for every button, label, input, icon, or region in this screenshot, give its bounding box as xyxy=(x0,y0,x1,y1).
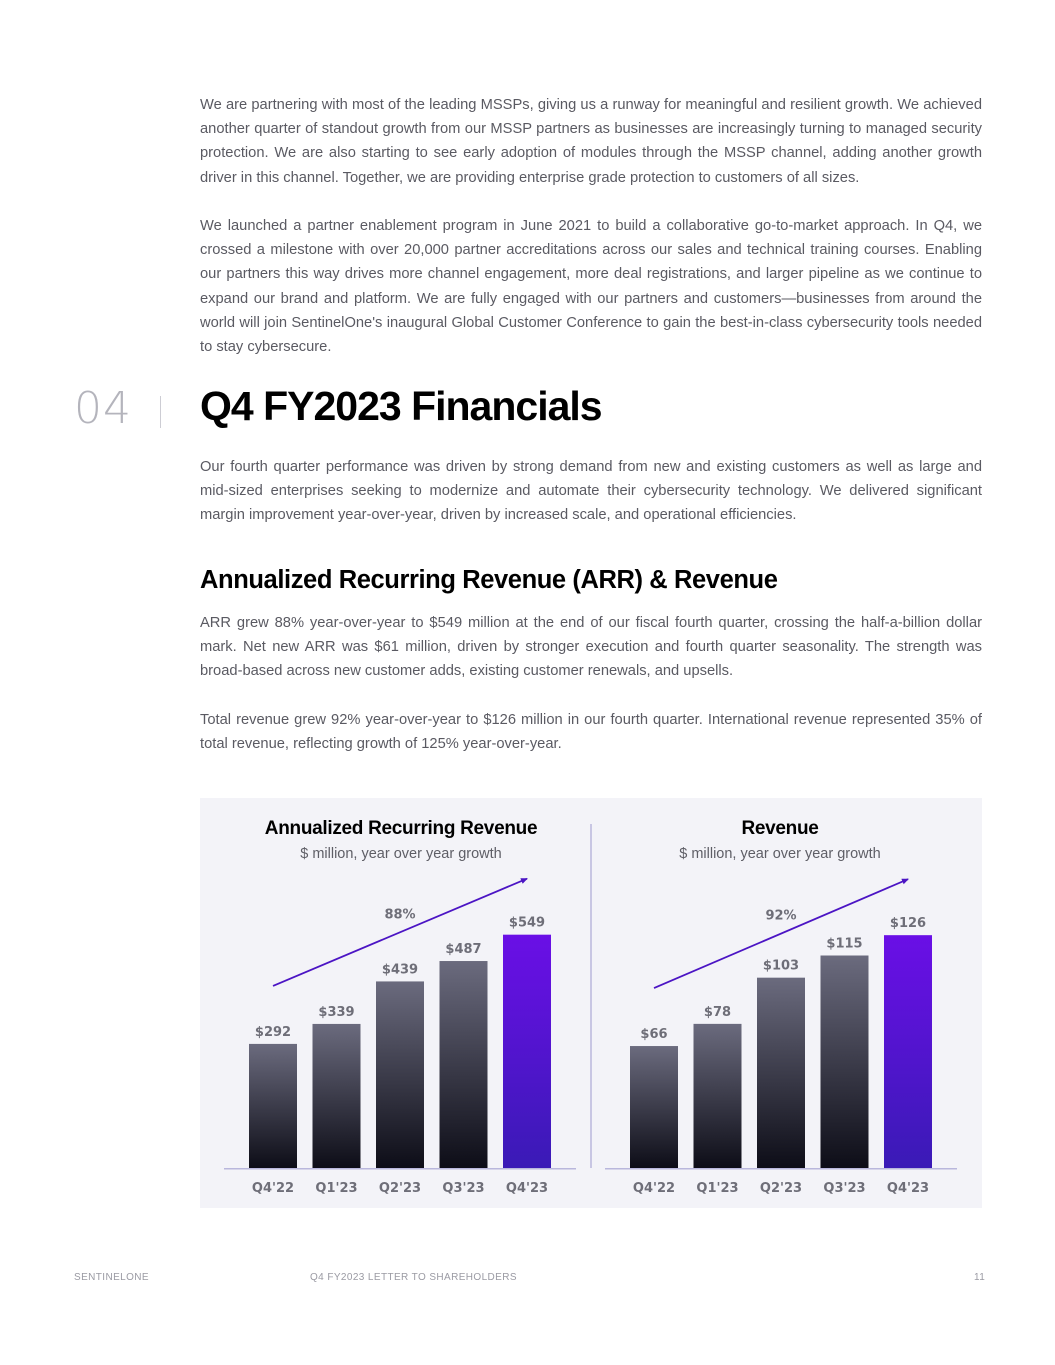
revenue-bar-0 xyxy=(630,1046,678,1168)
revenue-bar-1 xyxy=(694,1024,742,1168)
section-number: 04 xyxy=(74,383,132,434)
revenue-bar-2 xyxy=(757,978,805,1168)
revenue-tick-label-1: Q1'23 xyxy=(696,1181,739,1196)
arr-tick-label-4: Q4'23 xyxy=(505,1181,549,1196)
arr-bar-1 xyxy=(313,1024,361,1168)
arr-bar-4 xyxy=(503,935,551,1168)
revenue-bar-4 xyxy=(884,935,932,1168)
revenue-chart xyxy=(605,818,957,1196)
arr-value-label-2: $439 xyxy=(381,962,419,978)
footer-page-number: 11 xyxy=(974,1272,986,1283)
revenue-value-label-1: $78 xyxy=(703,1004,732,1020)
arr-chart-title: Annualized Recurring Revenue xyxy=(264,818,538,839)
revenue-bar-3 xyxy=(821,956,869,1169)
section-paragraph: Our fourth quarter performance was driven by strong demand from new and existing customers as well as large and mid-sized enterprises seeking to modernize and automate their cybersecurity technology. We delivered significant margin improvement year-over-year, driven by increased scale, and operational efficiencies. xyxy=(200,459,982,524)
revenue-paragraph: Total revenue grew 92% year-over-year to $126 million in our fourth quarter. International revenue represented 35% of total revenue, reflecting growth of 125% year-over-year. xyxy=(200,712,982,753)
arr-tick-label-2: Q2'23 xyxy=(378,1181,422,1196)
arr-tick-label-0: Q4'22 xyxy=(251,1181,295,1196)
arr-value-label-1: $339 xyxy=(318,1004,355,1020)
section-title: Q4 FY2023 Financials xyxy=(200,383,602,429)
intro-paragraph-2: We launched a partner enablement program in June 2021 to build a collaborative go-to-market approach. In Q4, we crossed a milestone with over 20,000 partner accreditations across our sales and technical training courses. Enabling our partners this way drives more channel engagement, more deal registrations, and larger pipeline as we continue to expand our brand and platform. We are fully engaged with our partners and customers—businesses from around the world will join SentinelOne's inaugural Global Customer Conference to gain the best-in-class cybersecurity tools needed to stay cybersecure. xyxy=(200,218,982,356)
revenue-value-label-3: $115 xyxy=(826,936,863,952)
arr-tick-label-1: Q1'23 xyxy=(315,1181,358,1196)
charts-svg xyxy=(200,798,982,1208)
revenue-tick-label-0: Q4'22 xyxy=(632,1181,676,1196)
charts-panel xyxy=(200,798,982,1208)
section-divider xyxy=(160,396,161,428)
footer-document-title: Q4 FY2023 LETTER TO SHAREHOLDERS xyxy=(310,1272,517,1283)
arr-growth-label: 88% xyxy=(384,907,416,923)
intro-paragraph-1: We are partnering with most of the leading MSSPs, giving us a runway for meaningful and resilient growth. We achieved another quarter of standout growth from our MSSP partners as businesses are increasingly turning to managed security protection. We are also starting to see early adoption of modules through the MSSP channel, adding another growth driver in this channel. Together, we are providing enterprise grade protection to customers of all sizes. xyxy=(200,97,982,186)
revenue-growth-label: 92% xyxy=(765,908,797,924)
footer-company: SENTINELONE xyxy=(74,1272,149,1283)
revenue-tick-label-4: Q4'23 xyxy=(886,1181,930,1196)
revenue-tick-label-3: Q3'23 xyxy=(823,1181,866,1196)
arr-value-label-3: $487 xyxy=(445,942,482,958)
arr-value-label-0: $292 xyxy=(254,1024,292,1040)
revenue-chart-subtitle: $ million, year over year growth xyxy=(679,846,881,862)
revenue-value-label-0: $66 xyxy=(640,1027,668,1043)
revenue-tick-label-2: Q2'23 xyxy=(759,1181,803,1196)
revenue-value-label-2: $103 xyxy=(762,958,800,974)
revenue-chart-title: Revenue xyxy=(741,818,819,839)
arr-bar-0 xyxy=(249,1044,297,1168)
arr-section-title: Annualized Recurring Revenue (ARR) & Revenue xyxy=(200,566,778,594)
arr-tick-label-3: Q3'23 xyxy=(442,1181,485,1196)
arr-bar-2 xyxy=(376,981,424,1168)
arr-value-label-4: $549 xyxy=(508,915,546,931)
arr-chart xyxy=(224,818,576,1196)
arr-paragraph: ARR grew 88% year-over-year to $549 million at the end of our fiscal fourth quarter, crossing the half-a-billion dollar mark. Net new ARR was $61 million, driven by stronger execution and fourth quarter seasonality. The strength was broad-based across new customer adds, existing customer renewals, and upsells. xyxy=(200,615,982,680)
arr-bar-3 xyxy=(440,961,488,1168)
revenue-value-label-4: $126 xyxy=(889,916,927,932)
arr-chart-subtitle: $ million, year over year growth xyxy=(300,846,502,862)
